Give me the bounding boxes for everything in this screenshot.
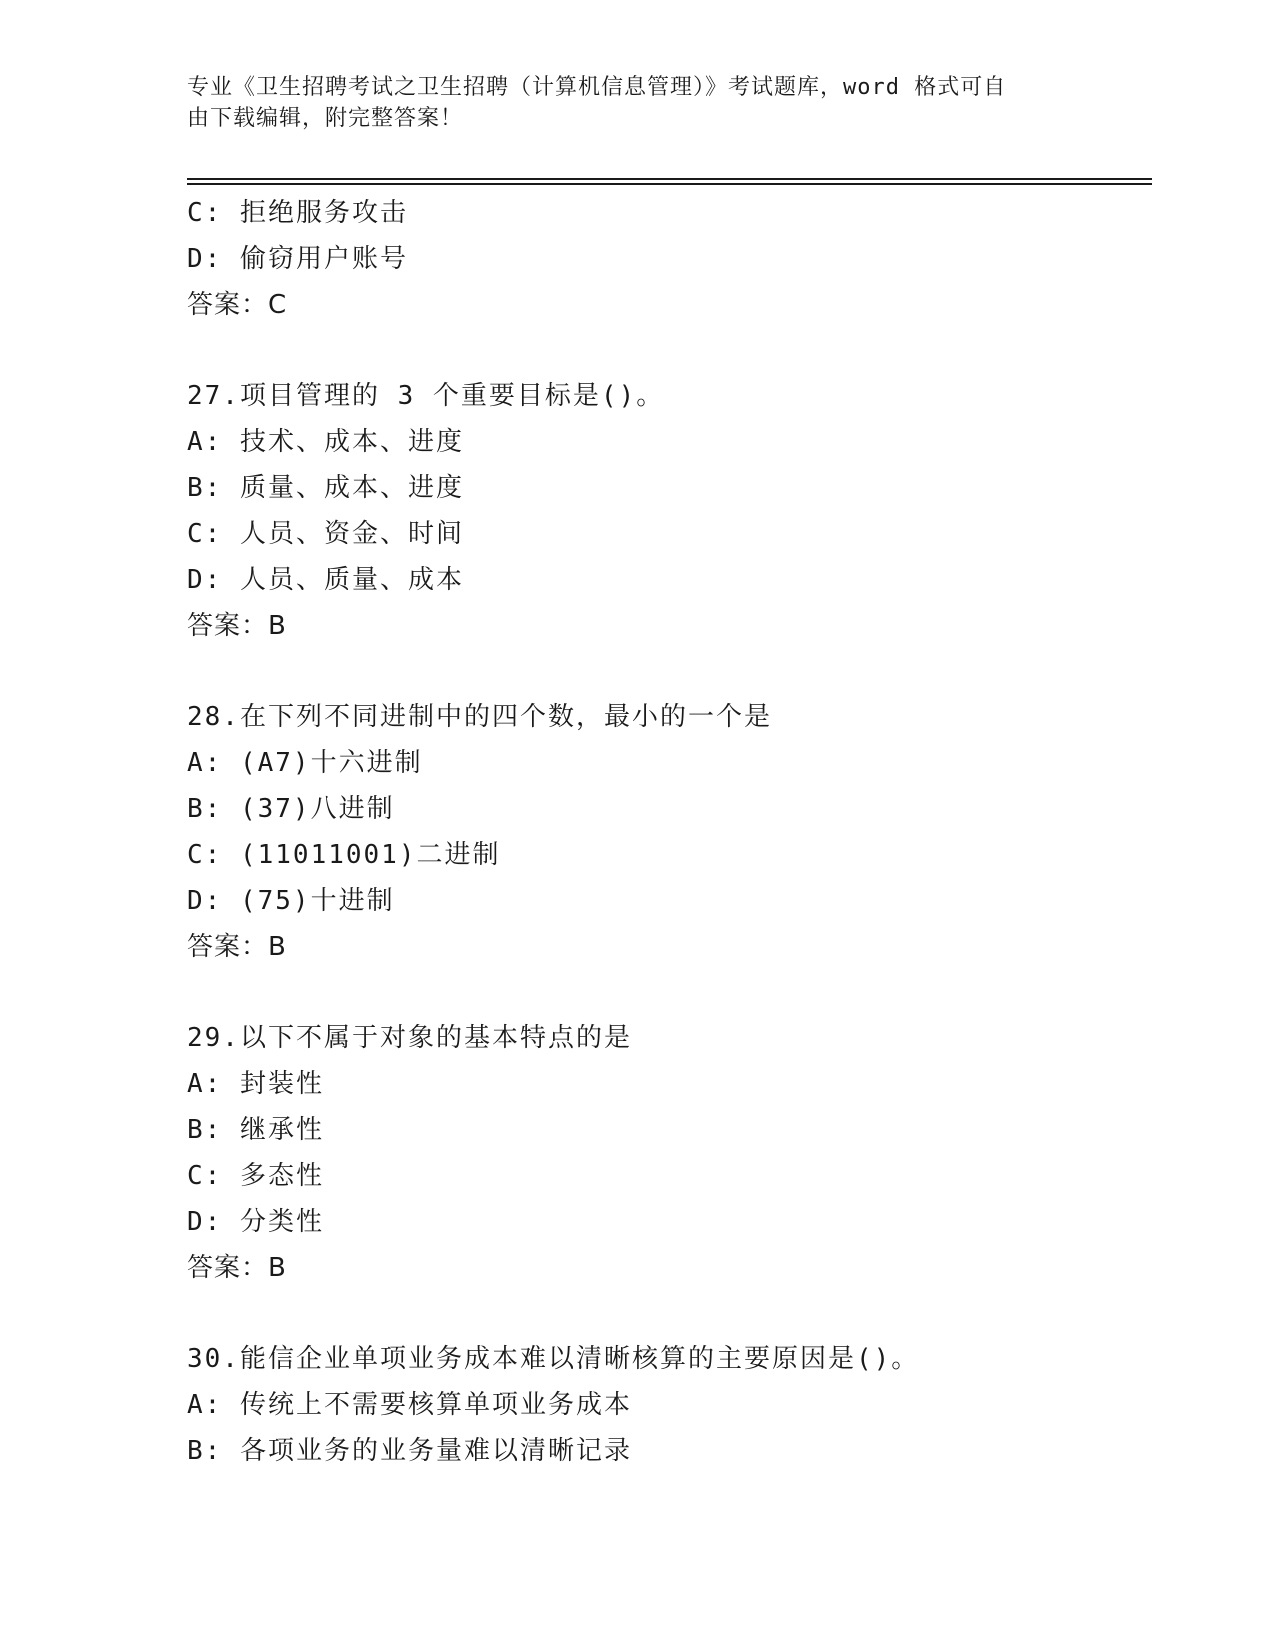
option-d: D: 分类性 bbox=[187, 1207, 324, 1237]
option-c: C: (11011001)二进制 bbox=[187, 840, 501, 870]
document-header bbox=[187, 72, 1067, 134]
question-30 bbox=[187, 1336, 1152, 1474]
option-c: C: 拒绝服务攻击 bbox=[187, 198, 408, 228]
answer: 答案：C bbox=[187, 290, 288, 320]
option-b: B: 继承性 bbox=[187, 1115, 324, 1145]
question-list bbox=[187, 190, 1152, 1474]
option-a: A: 封装性 bbox=[187, 1069, 324, 1099]
answer: 答案：B bbox=[187, 611, 287, 641]
question-stem: 29.以下不属于对象的基本特点的是 bbox=[187, 1023, 632, 1053]
question-stem: 28.在下列不同进制中的四个数，最小的一个是 bbox=[187, 702, 772, 732]
spacer bbox=[187, 328, 1152, 373]
spacer bbox=[187, 649, 1152, 694]
option-b: B: 各项业务的业务量难以清晰记录 bbox=[187, 1436, 632, 1466]
option-c: C: 多态性 bbox=[187, 1161, 324, 1191]
option-d: D: (75)十进制 bbox=[187, 886, 395, 916]
option-d: D: 人员、质量、成本 bbox=[187, 565, 464, 595]
question-stem: 30.能信企业单项业务成本难以清晰核算的主要原因是()。 bbox=[187, 1344, 920, 1374]
question-27 bbox=[187, 373, 1152, 649]
question-28 bbox=[187, 694, 1152, 970]
question-29 bbox=[187, 1015, 1152, 1291]
question-stem: 27.项目管理的 3 个重要目标是()。 bbox=[187, 381, 665, 411]
option-a: A: 技术、成本、进度 bbox=[187, 427, 464, 457]
option-b: B: (37)八进制 bbox=[187, 794, 395, 824]
spacer bbox=[187, 1291, 1152, 1336]
option-d: D: 偷窃用户账号 bbox=[187, 244, 408, 274]
header-line-2: 由下载编辑，附完整答案！ bbox=[187, 106, 464, 131]
answer: 答案：B bbox=[187, 932, 287, 962]
option-a: A: 传统上不需要核算单项业务成本 bbox=[187, 1390, 632, 1420]
header-line-1: 专业《卫生招聘考试之卫生招聘（计算机信息管理）》考试题库，word 格式可自 bbox=[187, 75, 1007, 100]
spacer bbox=[187, 970, 1152, 1015]
option-b: B: 质量、成本、进度 bbox=[187, 473, 464, 503]
header-divider-bottom bbox=[187, 183, 1152, 185]
question-26-tail bbox=[187, 190, 1152, 328]
option-a: A: (A7)十六进制 bbox=[187, 748, 423, 778]
answer: 答案：B bbox=[187, 1253, 287, 1283]
header-divider-top bbox=[187, 178, 1152, 180]
option-c: C: 人员、资金、时间 bbox=[187, 519, 464, 549]
